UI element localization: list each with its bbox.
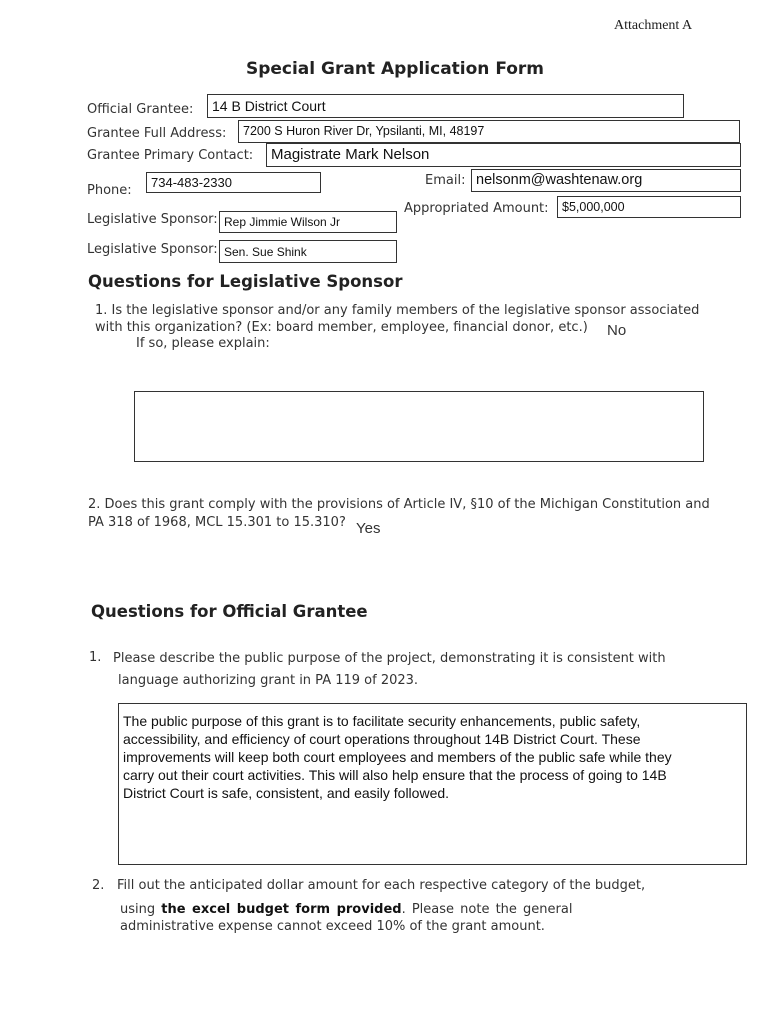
sponsor-q1-line3: If so, please explain: [136, 336, 270, 351]
email-value: nelsonm@washtenaw.org [476, 172, 643, 188]
contact-label: Grantee Primary Contact: [87, 148, 254, 163]
sponsor-q1-answer: No [607, 322, 627, 339]
phone-label: Phone: [87, 183, 132, 198]
amount-field[interactable] [557, 196, 741, 218]
sponsor-section-heading: Questions for Legislative Sponsor [88, 272, 403, 291]
sponsor2-label: Legislative Sponsor: [87, 242, 218, 257]
sponsor1-label: Legislative Sponsor: [87, 212, 218, 227]
grantee-q1-line2: language authorizing grant in PA 119 of 2023. [118, 673, 419, 688]
sponsor-q2-line2: PA 318 of 1968, MCL 15.301 to 15.310? [88, 515, 346, 530]
address-value: 7200 S Huron River Dr, Ypsilanti, MI, 48197 [243, 124, 485, 138]
sponsor-q1-line1: 1. Is the legislative sponsor and/or any family members of the legislative sponsor associated [95, 303, 700, 318]
public-purpose-line: The public purpose of this grant is to facilitate security enhancements, public safety, [123, 713, 641, 729]
sponsor-q1-line2: with this organization? (Ex: board member, employee, financial donor, etc.) [95, 320, 588, 335]
public-purpose-line: District Court is safe, consistent, and easily followed. [123, 785, 450, 801]
grantee-q2-line3: administrative expense cannot exceed 10% of the grant amount. [120, 919, 545, 934]
grantee-q2-line1: Fill out the anticipated dollar amount for each respective category of the budget, [117, 878, 646, 893]
public-purpose-line: accessibility, and efficiency of court operations throughout 14B District Court. These [123, 731, 641, 747]
amount-value: $5,000,000 [562, 200, 625, 214]
email-field[interactable] [471, 169, 741, 192]
sponsor2-value: Sen. Sue Shink [224, 245, 307, 259]
public-purpose-textarea[interactable] [118, 703, 747, 865]
grantee-q1-line1: Please describe the public purpose of the project, demonstrating it is consistent with [113, 651, 666, 666]
sponsor-q2-line1: 2. Does this grant comply with the provisions of Article IV, §10 of the Michigan Constitution and [88, 497, 710, 512]
amount-label: Appropriated Amount: [404, 201, 549, 216]
grantee-q2-line2-pre: using [120, 902, 162, 917]
address-label: Grantee Full Address: [87, 126, 227, 141]
official-grantee-field[interactable] [207, 94, 684, 118]
sponsor1-field[interactable] [219, 211, 397, 233]
grantee-q2-number: 2. [92, 878, 105, 893]
public-purpose-line: improvements will keep both court employees and members of the public safe while they [123, 749, 672, 765]
official-grantee-label: Official Grantee: [87, 102, 194, 117]
sponsor1-value: Rep Jimmie Wilson Jr [224, 215, 341, 229]
phone-value: 734-483-2330 [151, 175, 232, 190]
excel-budget-form-text: the excel budget form provided [161, 902, 402, 917]
official-grantee-value: 14 B District Court [212, 98, 326, 114]
grantee-q1-number: 1. [89, 650, 102, 665]
phone-field[interactable] [146, 172, 321, 193]
sponsor-q2-answer: Yes [356, 520, 381, 537]
public-purpose-text [123, 712, 672, 802]
sponsor2-field[interactable] [219, 240, 397, 263]
grantee-section-heading: Questions for Official Grantee [91, 602, 368, 621]
contact-field[interactable] [266, 143, 741, 167]
page-title: Special Grant Application Form [245, 59, 545, 79]
address-field[interactable] [238, 120, 740, 143]
email-label: Email: [425, 173, 466, 188]
grantee-q2-line2-post: . Please note the general [401, 902, 573, 917]
sponsor-explain-textarea[interactable] [134, 391, 704, 462]
public-purpose-line: carry out their court activities. This will also help ensure that the process of going to 14B [123, 767, 667, 783]
contact-value: Magistrate Mark Nelson [271, 146, 430, 163]
attachment-label: Attachment A [614, 18, 693, 33]
grantee-q2-line2 [120, 901, 572, 918]
